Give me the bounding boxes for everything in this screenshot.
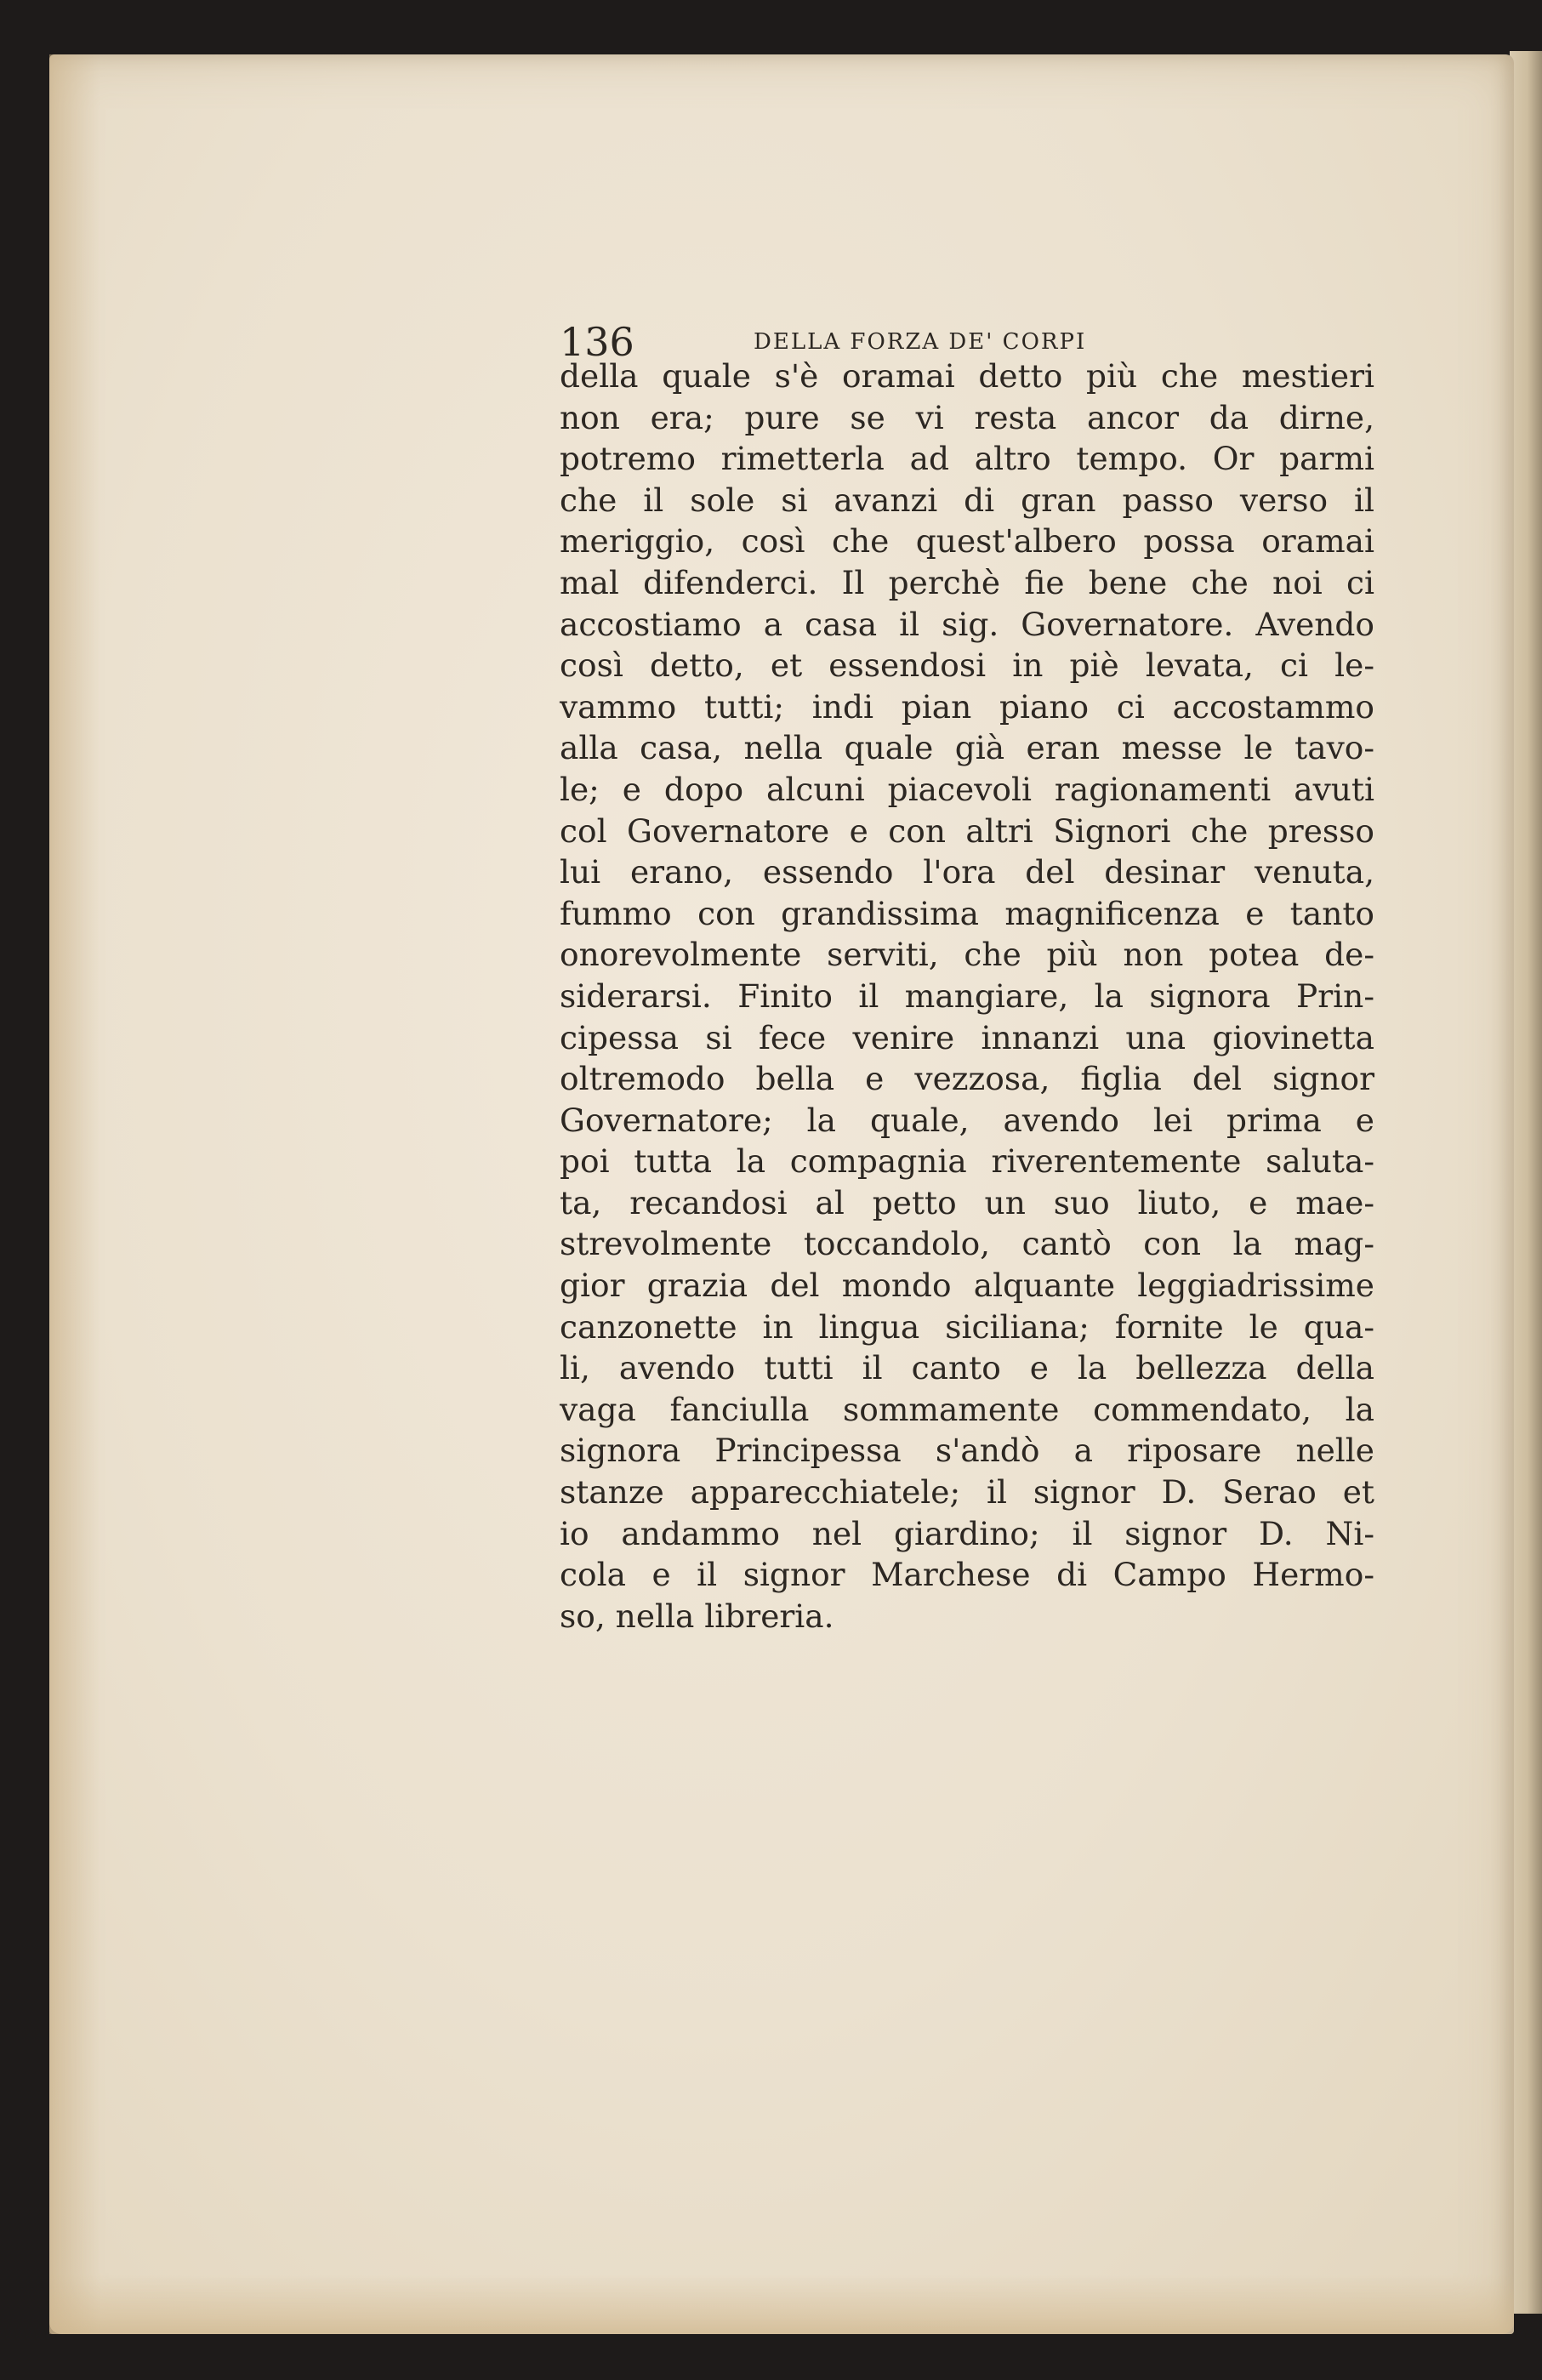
text-line: Governatore; la quale, avendo lei prima e xyxy=(560,1101,1374,1139)
text-line: col Governatore e con altri Signori che presso xyxy=(560,811,1374,850)
text-line: lui erano, essendo l'ora del desinar venuta, xyxy=(560,853,1374,891)
text-line: mal difenderci. Il perchè fie bene che noi ci xyxy=(560,563,1374,601)
text-line: che il sole si avanzi di gran passo verso il xyxy=(560,481,1374,519)
text-line: io andammo nel giardino; il signor D. Ni- xyxy=(560,1514,1374,1552)
text-line: siderarsi. Finito il mangiare, la signora Prin- xyxy=(560,976,1374,1015)
text-line: onorevolmente serviti, che più non potea de- xyxy=(560,936,1374,974)
text-line: ta, recandosi al petto un suo liuto, e mae- xyxy=(560,1183,1374,1221)
text-line-last: so, nella libreria. xyxy=(560,1597,834,1635)
text-line: vammo tutti; indi pian piano ci accostammo xyxy=(560,687,1374,726)
text-line: alla casa, nella quale già eran messe le tavo- xyxy=(560,729,1374,767)
text-line: strevolmente toccandolo, cantò con la mag- xyxy=(560,1225,1374,1263)
text-line: gior grazia del mondo alquante leggiadrissime xyxy=(560,1267,1374,1305)
text-line: le; e dopo alcuni piacevoli ragionamenti avuti xyxy=(560,770,1374,808)
text-line: accostiamo a casa il sig. Governatore. Avendo xyxy=(560,605,1374,643)
text-line: poi tutta la compagnia riverentemente saluta- xyxy=(560,1142,1374,1181)
text-line: fummo con grandissima magnificenza e tanto xyxy=(560,894,1374,932)
text-line: vaga fanciulla sommamente commendato, la xyxy=(560,1390,1374,1428)
body-text xyxy=(560,356,1374,1637)
text-line: della quale s'è oramai detto più che mestieri xyxy=(560,357,1374,395)
text-line: cola e il signor Marchese di Campo Hermo- xyxy=(560,1556,1374,1594)
text-line: signora Principessa s'andò a riposare nelle xyxy=(560,1432,1374,1470)
running-head: DELLA FORZA DE' CORPI xyxy=(754,329,1087,355)
text-line: meriggio, così che quest'albero possa oramai xyxy=(560,522,1374,561)
text-line: stanze apparecchiatele; il signor D. Serao et xyxy=(560,1473,1374,1512)
text-line: canzonette in lingua siciliana; fornite le qua- xyxy=(560,1307,1374,1346)
page-number: 136 xyxy=(560,319,634,365)
text-line: oltremodo bella e vezzosa, figlia del signor xyxy=(560,1060,1374,1098)
text-line: potremo rimetterla ad altro tempo. Or parmi xyxy=(560,440,1374,478)
text-line: non era; pure se vi resta ancor da dirne, xyxy=(560,398,1374,436)
facing-page-edge xyxy=(1510,51,1542,2314)
text-line: cipessa si fece venire innanzi una giovinetta xyxy=(560,1018,1374,1056)
text-line: così detto, et essendosi in piè levata, ci le- xyxy=(560,646,1374,685)
text-line: li, avendo tutti il canto e la bellezza della xyxy=(560,1349,1374,1387)
